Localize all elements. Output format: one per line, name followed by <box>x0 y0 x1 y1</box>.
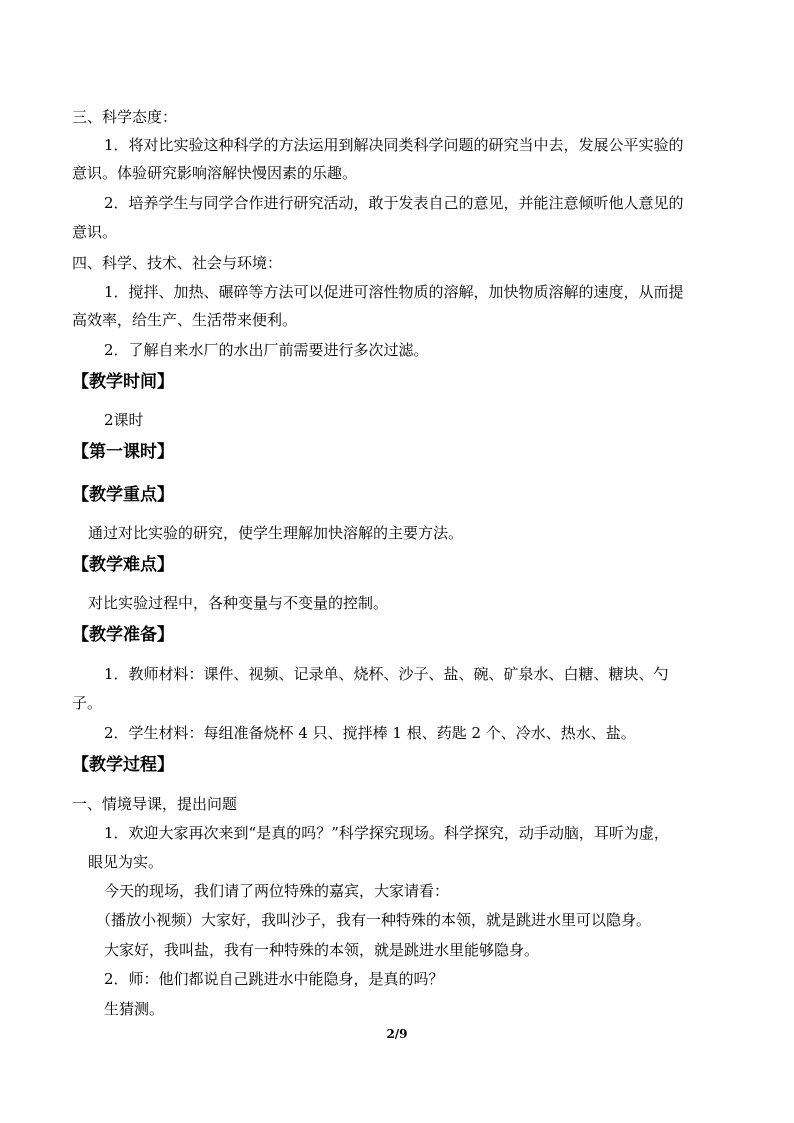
section-heading-society: 四、科学、技术、社会与环境： <box>72 254 283 272</box>
paragraph-line: 眼见为实。 <box>88 853 164 871</box>
paragraph-line: 2课时 <box>104 411 144 429</box>
paragraph-line: 今天的现场，我们请了两位特殊的嘉宾，大家请看： <box>104 882 450 900</box>
heading-teaching-difficulty: 【教学难点】 <box>72 555 174 575</box>
paragraph-line: 2．学生材料：每组准备烧杯 4 只、搅拌棒 1 根、药匙 2 个、冷水、热水、盐。 <box>104 724 636 742</box>
paragraph-line: 意识。 <box>72 223 118 241</box>
page-number: 2/9 <box>386 1027 408 1041</box>
paragraph-line: 1．欢迎大家再次来到“是真的吗？”科学探究现场。科学探究，动手动脑，耳听为虚， <box>104 824 669 842</box>
paragraph-line: 1．将对比实验这种科学的方法运用到解决同类科学问题的研究当中去，发展公平实验的 <box>104 136 684 154</box>
section-heading-attitude: 三、科学态度： <box>72 108 178 126</box>
paragraph-line: 2．了解自来水厂的水出厂前需要进行多次过滤。 <box>104 341 429 359</box>
paragraph-line: 大家好，我叫盐，我有一种特殊的本领，就是跳进水里能够隐身。 <box>104 941 540 959</box>
heading-teaching-time: 【教学时间】 <box>72 372 174 392</box>
paragraph-line: 通过对比实验的研究，使学生理解加快溶解的主要方法。 <box>88 524 464 542</box>
heading-teaching-preparation: 【教学准备】 <box>72 625 174 645</box>
paragraph-line: 子。 <box>72 694 103 712</box>
paragraph-line: 生猜测。 <box>104 1000 165 1018</box>
heading-teaching-focus: 【教学重点】 <box>72 485 174 505</box>
paragraph-line: 2．师：他们都说自己跳进水中能隐身，是真的吗？ <box>104 970 444 988</box>
section-heading-introduction: 一、情境导课，提出问题 <box>72 795 238 813</box>
heading-first-lesson: 【第一课时】 <box>72 442 174 462</box>
paragraph-line: 意识。体验研究影响溶解快慢因素的乐趣。 <box>72 164 358 182</box>
paragraph-line: （播放小视频）大家好，我叫沙子，我有一种特殊的本领，就是跳进水里可以隐身。 <box>96 911 652 929</box>
paragraph-line: 高效率，给生产、生活带来便利。 <box>72 311 298 329</box>
paragraph-line: 2．培养学生与同学合作进行研究活动，敢于发表自己的意见，并能注意倾听他人意见的 <box>104 194 684 212</box>
paragraph-line: 对比实验过程中，各种变量与不变量的控制。 <box>88 594 389 612</box>
heading-teaching-process: 【教学过程】 <box>72 755 174 775</box>
paragraph-line: 1．搅拌、加热、碾碎等方法可以促进可溶性物质的溶解，加快物质溶解的速度，从而提 <box>104 283 684 301</box>
paragraph-line: 1．教师材料：课件、视频、记录单、烧杯、沙子、盐、碗、矿泉水、白糖、糖块、勺 <box>104 665 669 683</box>
